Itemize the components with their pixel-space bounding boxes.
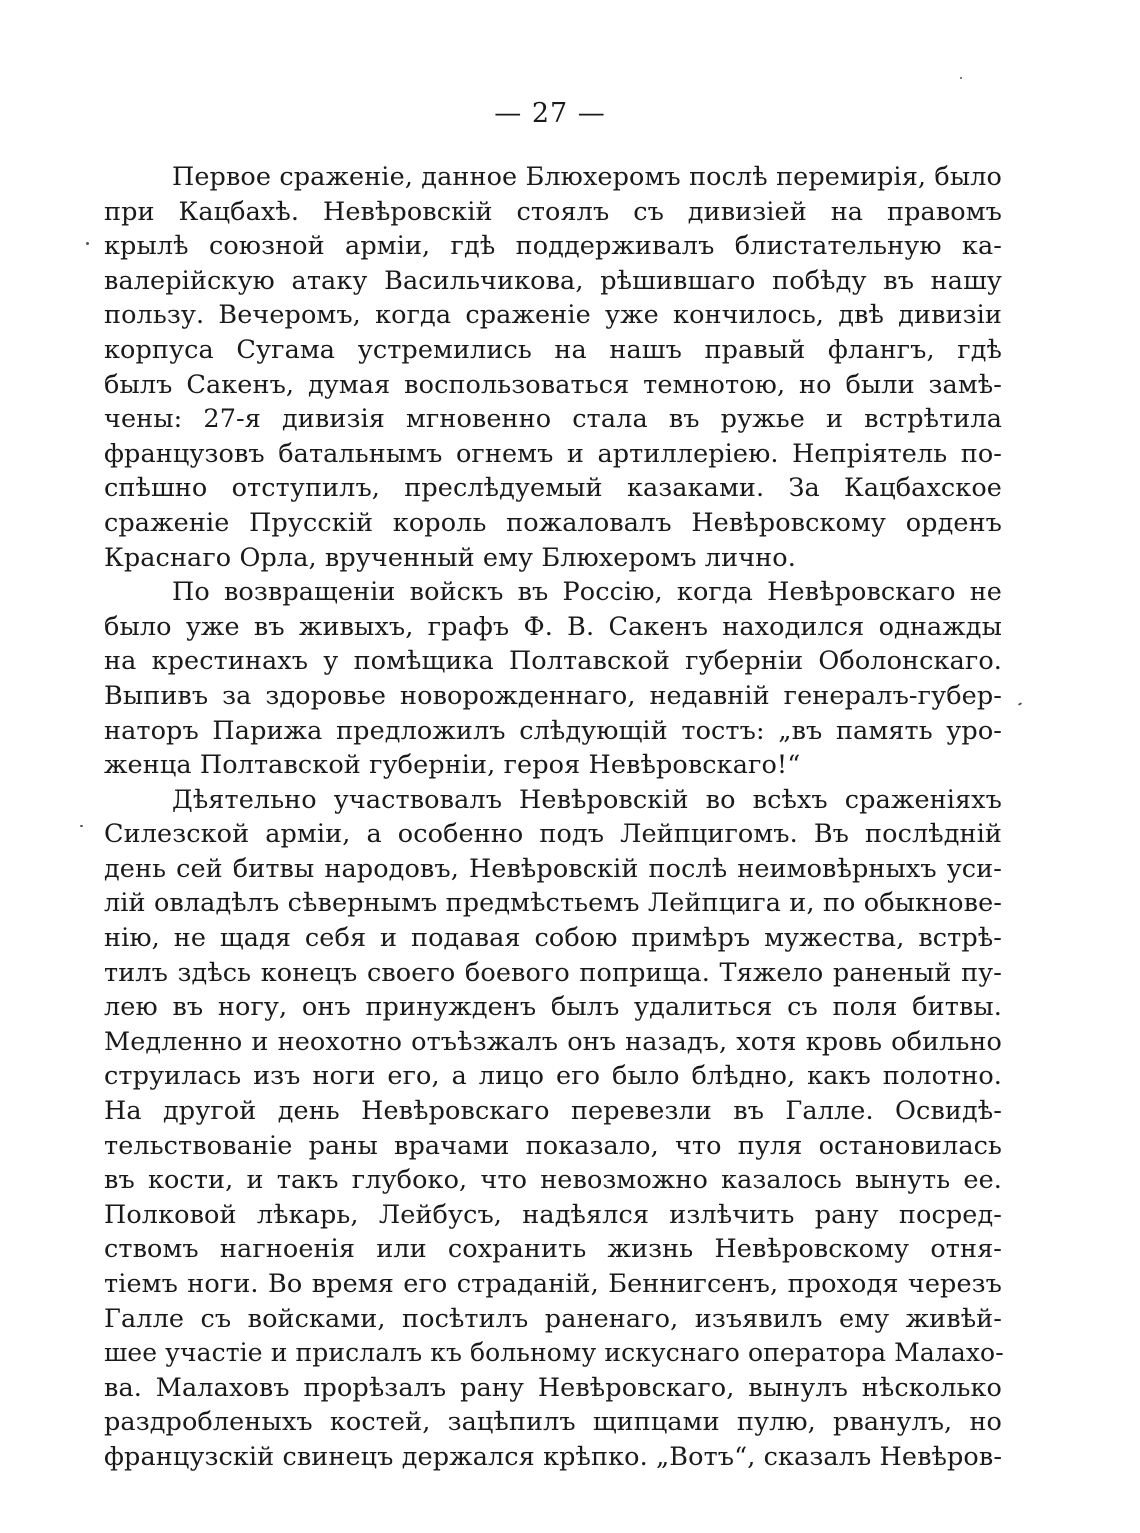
- text-line: французовъ батальнымъ огнемъ и артиллеріею. Непріятель по-: [104, 438, 1002, 469]
- text-line: Первое сраженіе, данное Блюхеромъ послѣ перемирія, было: [172, 162, 1002, 192]
- text-line: нію, не щадя себя и подавая собою примѣръ мужества, встрѣ-: [104, 923, 1002, 954]
- text-line: былъ Сакенъ, думая воспользоваться темнотою, но были замѣ-: [104, 369, 1002, 400]
- text-line: раздробленыхъ костей, зацѣпилъ щипцами пулю, рванулъ, но: [104, 1407, 1002, 1438]
- text-line: при Кацбахѣ. Невѣровскій стоялъ съ дивизіей на правомъ: [104, 196, 1002, 227]
- text-line: ствомъ нагноенія или сохранить жизнь Невѣровскому отня-: [104, 1234, 1002, 1265]
- scan-speck: [86, 242, 89, 245]
- scan-speck: [80, 825, 83, 827]
- text-line: сраженіе Прусскій король пожаловалъ Невѣровскому орденъ: [104, 507, 1002, 538]
- text-line: тельствованіе раны врачами показало, что пуля остановилась: [104, 1130, 1002, 1161]
- body-text: [104, 160, 1002, 1475]
- text-line: въ кости, и такъ глубоко, что невозможно казалось вынуть ее.: [104, 1165, 1002, 1196]
- scan-speck: [960, 77, 962, 79]
- text-line: корпуса Сугама устремились на нашъ правый флангъ, гдѣ: [104, 334, 1002, 365]
- text-line: пользу. Вечеромъ, когда сраженіе уже кончилось, двѣ дивизіи: [104, 300, 1002, 331]
- text-line: на крестинахъ у помѣщика Полтавской губерніи Оболонскаго.: [104, 646, 1002, 677]
- text-line: струилась изъ ноги его, а лицо его было блѣдно, какъ полотно.: [104, 1061, 1002, 1092]
- text-line: ва. Малаховъ прорѣзалъ рану Невѣровскаго, вынулъ нѣсколько: [104, 1372, 1002, 1403]
- text-line: Дѣятельно участвовалъ Невѣровскій во всѣхъ сраженіяхъ: [172, 784, 1002, 815]
- text-line: шее участіе и прислалъ къ больному искуснаго оператора Малахо-: [104, 1338, 1004, 1368]
- text-line: тилъ здѣсь конецъ своего боевого поприща. Тяжело раненый пу-: [104, 957, 1002, 988]
- text-line: лею въ ногу, онъ принужденъ былъ удалиться съ поля битвы.: [104, 992, 1002, 1023]
- text-line: наторъ Парижа предложилъ слѣдующій тостъ: „въ память уро-: [104, 715, 1002, 746]
- text-line: было уже въ живыхъ, графъ Ф. В. Сакенъ находился однажды: [104, 611, 1002, 642]
- page-number: — 27 —: [494, 98, 606, 129]
- text-line: тіемъ ноги. Во время его страданій, Беннигсенъ, проходя черезъ: [104, 1269, 1002, 1299]
- text-line: По возвращеніи войскъ въ Россію, когда Невѣровскаго не: [172, 577, 1002, 608]
- text-line: Выпивъ за здоровье новорожденнаго, недавній генералъ-губер-: [104, 680, 1002, 711]
- text-line: На другой день Невѣровскаго перевезли въ Галле. Освидѣ-: [104, 1096, 1002, 1127]
- scan-speck: [1018, 702, 1022, 706]
- text-line: Силезской арміи, а особенно подъ Лейпцигомъ. Въ послѣдній: [104, 819, 1002, 850]
- text-line: Полковой лѣкарь, Лейбусъ, надѣялся излѣчить рану посред-: [104, 1199, 1002, 1230]
- text-line: спѣшно отступилъ, преслѣдуемый казаками. За Кацбахское: [104, 473, 1002, 504]
- text-line: крылѣ союзной арміи, гдѣ поддерживалъ блистательную ка-: [104, 231, 1002, 262]
- text-line: чены: 27-я дивизія мгновенно стала въ ружье и встрѣтила: [104, 404, 1002, 435]
- text-line: валерійскую атаку Васильчикова, рѣшившаго побѣду въ нашу: [104, 265, 1002, 296]
- text-line: лій овладѣлъ сѣвернымъ предмѣстьемъ Лейпцига и, по обыкнове-: [104, 888, 1002, 919]
- text-line: Галле съ войсками, посѣтилъ раненаго, изъявилъ ему живѣй-: [104, 1303, 1002, 1334]
- text-line: Медленно и неохотно отъѣзжалъ онъ назадъ, хотя кровь обильно: [104, 1026, 1002, 1057]
- text-line: Краснаго Орла, врученный ему Блюхеромъ лично.: [104, 542, 796, 573]
- text-line: день сей битвы народовъ, Невѣровскій послѣ неимовѣрныхъ уси-: [104, 853, 1002, 884]
- text-line: французскій свинецъ держался крѣпко. „Вотъ“, сказалъ Невѣров-: [104, 1441, 1003, 1472]
- text-line: женца Полтавской губерніи, героя Невѣровскаго!“: [104, 750, 801, 781]
